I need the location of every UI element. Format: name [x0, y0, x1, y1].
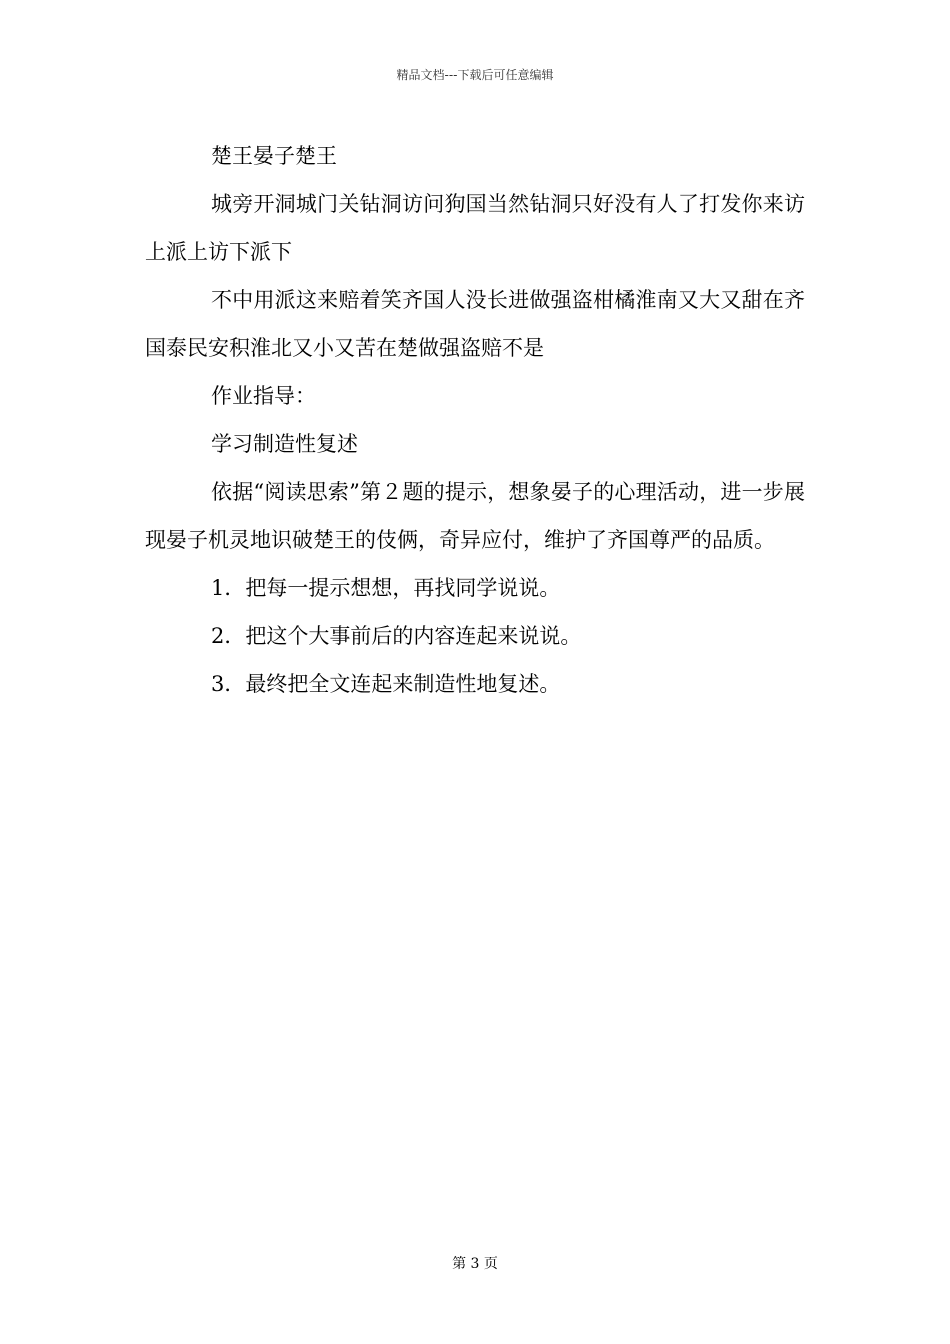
page-header: 精品文档---下载后可任意编辑	[396, 68, 554, 82]
paragraph-2: 城旁开洞城门关钻洞访问狗国当然钻洞只好没有人了打发你来访上派上访下派下	[145, 192, 805, 264]
document-body	[145, 132, 805, 708]
list-item-3: 3．最终把全文连起来制造性地复述。	[211, 672, 561, 696]
paragraph-5: 学习制造性复述	[211, 432, 358, 456]
paragraph-4: 作业指导：	[211, 384, 316, 408]
list-item-1: 1．把每一提示想想，再找同学说说。	[211, 576, 561, 600]
page-number: 第 3 页	[452, 1256, 498, 1272]
paragraph-6: 依据“阅读思索”第２题的提示，想象晏子的心理活动，进一步展现晏子机灵地识破楚王的伎俩，奇异应付，维护了齐国尊严的品质。	[145, 480, 805, 552]
paragraph-1: 楚王晏子楚王	[211, 144, 337, 168]
list-item-2: 2．把这个大事前后的内容连起来说说。	[211, 624, 582, 648]
paragraph-3: 不中用派这来赔着笑齐国人没长进做强盗柑橘淮南又大又甜在齐国泰民安积淮北又小又苦在楚做强盗赔不是	[145, 288, 805, 360]
